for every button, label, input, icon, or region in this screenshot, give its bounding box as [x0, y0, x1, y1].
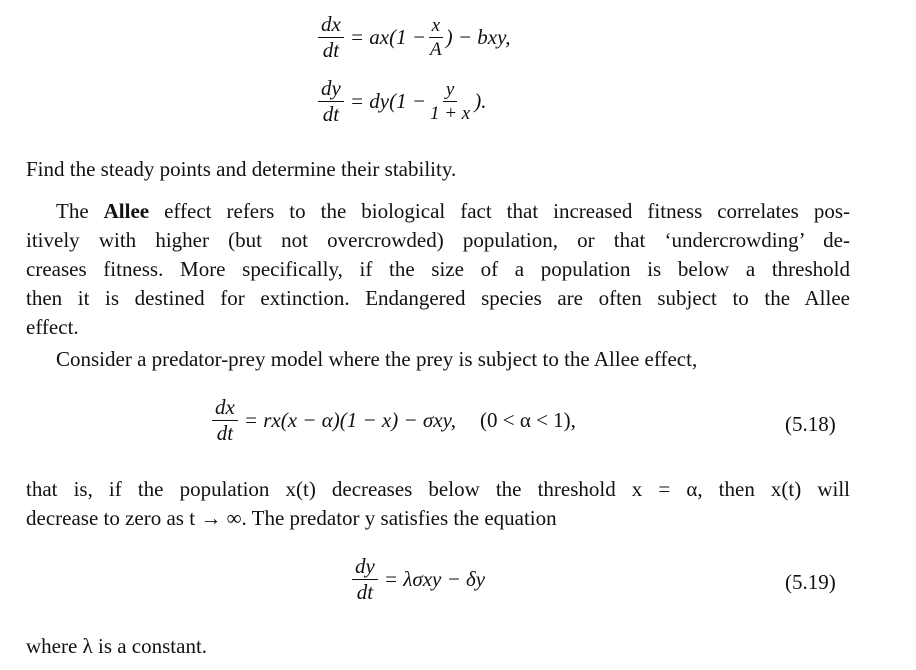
eq518-lhs-fraction — [212, 397, 238, 444]
eq1-rhs-pre: = ax(1 − — [349, 25, 426, 49]
eq2-lhs-fraction — [318, 78, 344, 125]
eq2-rhs-post: ). — [474, 89, 487, 113]
eq2-inner-fraction — [427, 80, 473, 123]
thatis-line-1: that is, if the population x(t) decreases below the threshold x = α, then x(t) will — [26, 477, 850, 501]
system-equation-1 — [318, 14, 511, 61]
eq1-lhs-fraction — [318, 14, 344, 61]
eq1-inner-num: x — [429, 16, 443, 38]
eq2-rhs-pre: = dy(1 − — [349, 89, 426, 113]
equation-number-5-19: (5.19) — [785, 570, 836, 594]
equation-number-5-18: (5.18) — [785, 412, 836, 436]
eq518-lhs-num: dx — [212, 397, 238, 421]
eq1-inner-den: A — [429, 39, 442, 60]
eq518-lhs-den: dt — [216, 421, 234, 445]
allee-line-2: itively with higher (but not overcrowded) population, or that ‘undercrowding’ de- — [26, 228, 850, 252]
allee-paragraph — [26, 197, 850, 342]
allee-line-1 — [26, 197, 850, 226]
eq518-rhs: = rx(x − α)(1 − x) − σxy, — [243, 408, 456, 432]
eq1-lhs-num: dx — [318, 14, 344, 38]
where-lambda-text: where λ is a constant. — [26, 634, 208, 658]
eq1-rhs-post: ) − bxy, — [445, 25, 511, 49]
eq519-lhs-den: dt — [356, 580, 374, 604]
allee-pre: The — [56, 199, 104, 223]
system-equation-2 — [318, 78, 487, 125]
thatis-paragraph — [26, 475, 850, 533]
equation-5-18 — [212, 397, 576, 444]
allee-line-5: effect. — [26, 315, 79, 339]
eq2-inner-den: 1 + x — [429, 103, 471, 124]
consider-model-text: Consider a predator-prey model where the prey is subject to the Allee effect, — [56, 347, 698, 371]
allee-term: Allee — [103, 199, 150, 223]
eq2-lhs-den: dt — [322, 102, 340, 126]
thatis-line-2: decrease to zero as t → ∞. The predator y satisfies the equation — [26, 506, 557, 530]
eq519-rhs: = λσxy − δy — [383, 567, 486, 591]
eq518-condition: (0 < α < 1), — [479, 408, 576, 432]
equation-5-19 — [352, 556, 485, 603]
eq1-lhs-den: dt — [322, 38, 340, 62]
find-steady-points-text: Find the steady points and determine their stability. — [26, 157, 457, 181]
eq1-inner-fraction — [427, 16, 445, 59]
eq2-lhs-num: dy — [318, 78, 344, 102]
eq2-inner-num: y — [443, 80, 457, 102]
allee-line-4: then it is destined for extinction. Endangered species are often subject to the Allee — [26, 286, 850, 310]
allee-line-3: creases fitness. More specifically, if the size of a population is below a threshold — [26, 257, 850, 281]
allee-line-1-text: effect refers to the biological fact that increased fitness correlates pos- — [149, 199, 850, 223]
eq519-lhs-num: dy — [352, 556, 378, 580]
eq519-lhs-fraction — [352, 556, 378, 603]
